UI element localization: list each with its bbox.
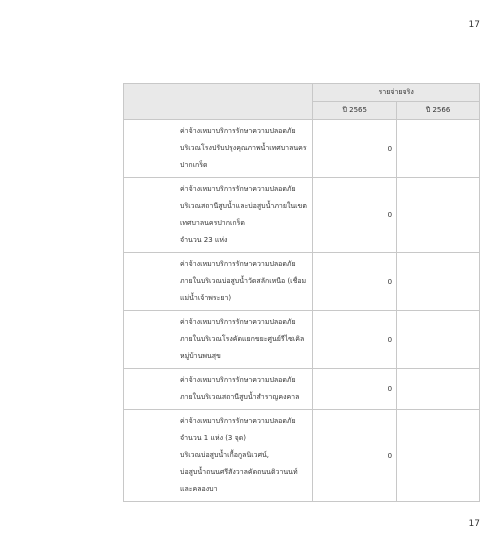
row-description (124, 120, 313, 178)
table-row (124, 120, 480, 178)
description-line: ค่าจ้างเหมาบริการรักษาความปลอดภัย (180, 185, 296, 193)
description-line: หมู่บ้านพนสุข (180, 352, 221, 360)
expense-table (123, 83, 480, 502)
value-2565: 0 (313, 369, 397, 410)
description-header (124, 84, 313, 120)
value-2566 (397, 410, 480, 502)
page-number-bottom: 17 (468, 519, 480, 529)
description-line: ค่าจ้างเหมาบริการรักษาความปลอดภัย (180, 260, 296, 268)
description-line: ค่าจ้างเหมาบริการรักษาความปลอดภัย (180, 417, 296, 425)
description-line: ภายในบริเวณโรงคัดแยกขยะศูนย์รีไซเคิล (180, 335, 305, 343)
value-2566 (397, 178, 480, 253)
value-2565: 0 (313, 178, 397, 253)
description-line: บริเวณสถานีสูบน้ำและบ่อสูบน้ำภายในเขต (180, 202, 307, 210)
row-description (124, 178, 313, 253)
description-line: จำนวน 23 แห่ง (180, 236, 228, 244)
page-number-top: 17 (468, 20, 480, 30)
table-row (124, 410, 480, 502)
description-line: บ่อสูบน้ำถนนศรีสังวาลคัดถนนติวานนท์ (180, 468, 298, 476)
description-line: บริเวณบ่อสูบน้ำเกื้อกูลนิเวศน์, (180, 451, 270, 459)
value-2565: 0 (313, 253, 397, 311)
value-2566 (397, 120, 480, 178)
description-line: ค่าจ้างเหมาบริการรักษาความปลอดภัย (180, 127, 296, 135)
table-row (124, 311, 480, 369)
description-line: เทศบาลนครปากเกร็ด (180, 219, 245, 227)
description-line: ค่าจ้างเหมาบริการรักษาความปลอดภัย (180, 376, 296, 384)
table-row (124, 369, 480, 410)
description-line: ปากเกร็ด (180, 161, 208, 169)
row-description (124, 311, 313, 369)
description-line: จำนวน 1 แห่ง (3 จุด) (180, 434, 246, 442)
description-line: และคลองบา (180, 485, 218, 493)
value-2566 (397, 311, 480, 369)
table-row (124, 253, 480, 311)
year-2565-header: ปี 2565 (313, 102, 397, 120)
table-body (124, 120, 480, 502)
value-2566 (397, 369, 480, 410)
description-line: ค่าจ้างเหมาบริการรักษาความปลอดภัย (180, 318, 296, 326)
value-2565: 0 (313, 120, 397, 178)
actual-expense-header: รายจ่ายจริง (313, 84, 480, 102)
row-description (124, 369, 313, 410)
value-2566 (397, 253, 480, 311)
description-line: ภายในบริเวณสถานีสูบน้ำสำราญคงคาล (180, 393, 300, 401)
description-line: บริเวณโรงปรับปรุงคุณภาพน้ำเทศบาลนคร (180, 144, 307, 152)
value-2565: 0 (313, 311, 397, 369)
description-line: แม่น้ำเจ้าพระยา) (180, 294, 232, 302)
row-description (124, 410, 313, 502)
table-row (124, 178, 480, 253)
year-2566-header: ปี 2566 (397, 102, 480, 120)
value-2565: 0 (313, 410, 397, 502)
description-line: ภายในบริเวณบ่อสูบน้ำวัดสลักเหนือ (เชื่อม (180, 277, 307, 285)
row-description (124, 253, 313, 311)
